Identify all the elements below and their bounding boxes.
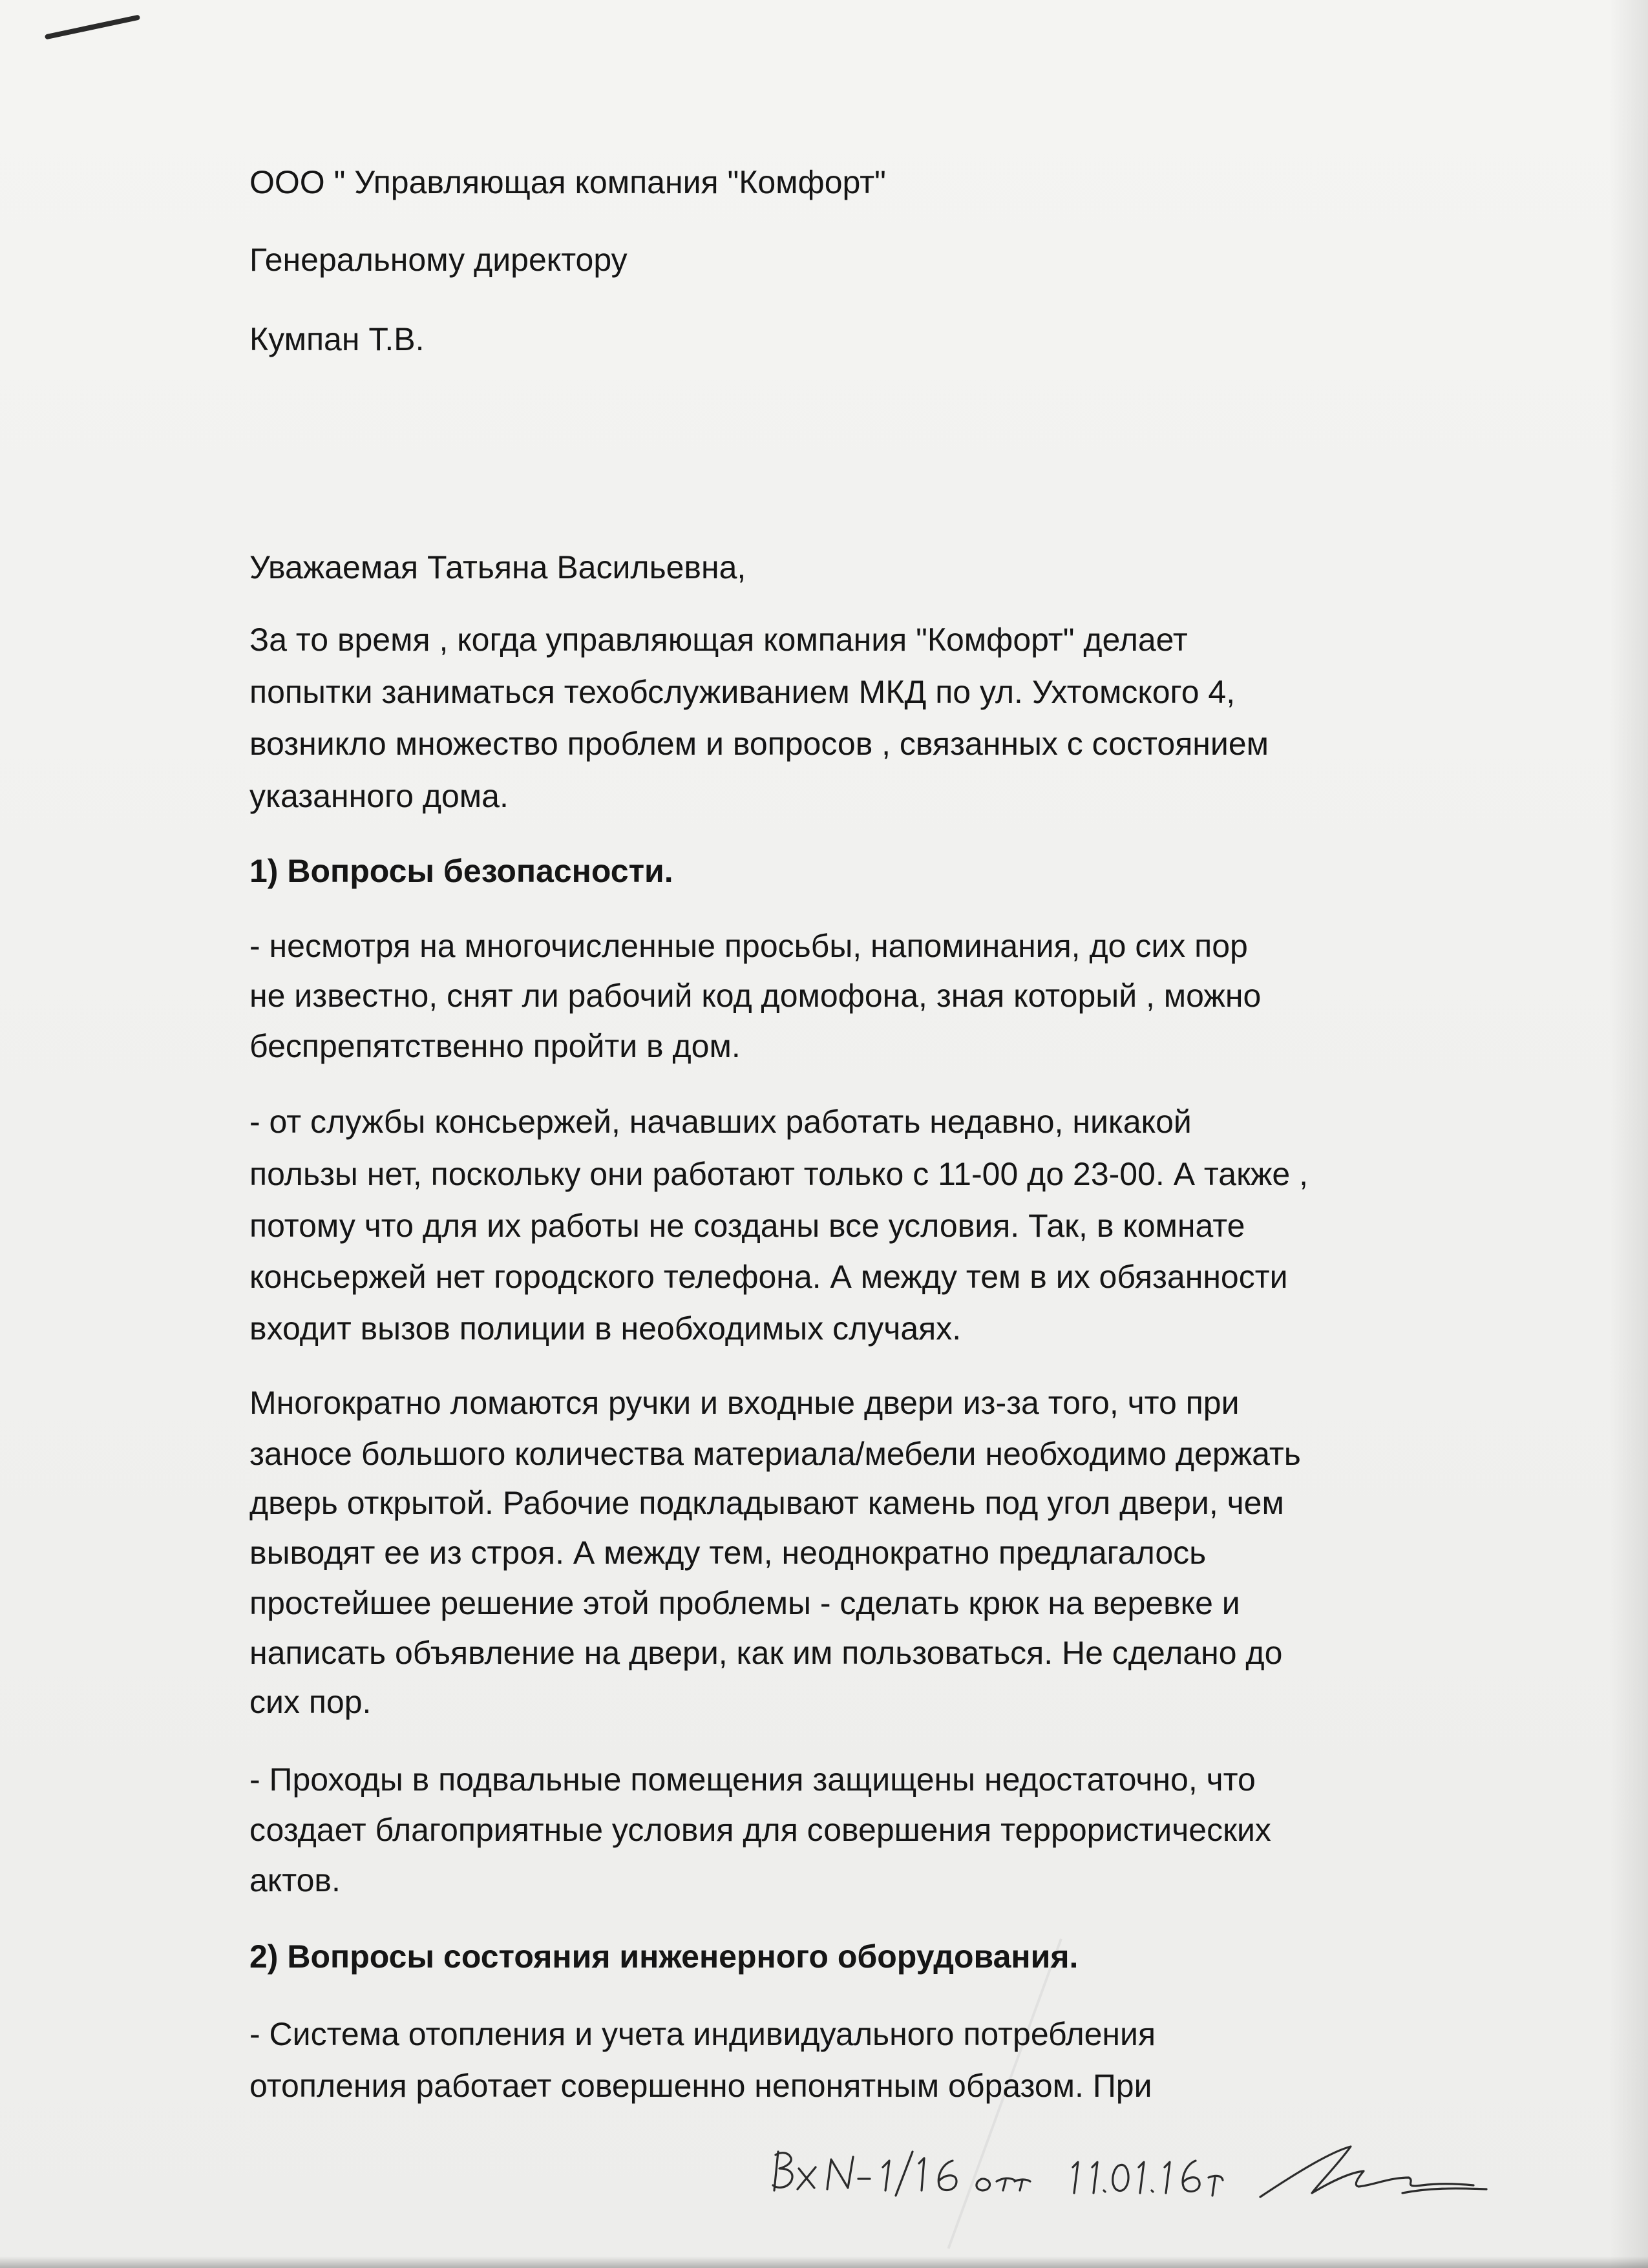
s2-item1-line-1: - Система отопления и учета индивидуального потребления xyxy=(249,2016,1156,2052)
s1-item3-line-4: выводят ее из строя. А между тем, неоднократно предлагалось xyxy=(249,1535,1207,1571)
intro-line-4: указанного дома. xyxy=(249,778,509,814)
s1-item4-line-2: создает благоприятные условия для совершения террористических xyxy=(249,1812,1271,1848)
s1-item1-line-3: беспрепятственно пройти в дом. xyxy=(249,1028,741,1064)
s1-item4-line-1: - Проходы в подвальные помещения защищены недостаточно, что xyxy=(249,1761,1256,1798)
handwritten-registration-note-drawing xyxy=(769,2126,1545,2216)
intro-line-1: За то время , когда управляющая компания "Комфорт" делает xyxy=(249,622,1188,658)
s1-item3-line-1: Многократно ломаются ручки и входные двери из-за того, что при xyxy=(249,1385,1240,1421)
s1-item2-line-5: входит вызов полиции в необходимых случаях. xyxy=(249,1310,962,1347)
s1-item3-line-7: сих пор. xyxy=(249,1684,372,1720)
addressee-name: Кумпан Т.В. xyxy=(249,321,425,357)
s1-item2-line-4: консьержей нет городского телефона. А между тем в их обязанности xyxy=(249,1259,1288,1295)
intro-line-2: попытки заниматься техобслуживанием МКД по ул. Ухтомского 4, xyxy=(249,674,1236,710)
s1-item2-line-1: - от службы консьержей, начавших работать недавно, никакой xyxy=(249,1104,1192,1140)
addressee-position: Генеральному директору xyxy=(249,242,628,278)
addressee-company: ООО " Управляющая компания "Комфорт" xyxy=(249,164,886,200)
s2-item1-line-2: отопления работает совершенно непонятным образом. При xyxy=(249,2068,1152,2104)
s1-item2-line-2: пользы нет, поскольку они работают только с 11-00 до 23-00. А также , xyxy=(249,1156,1308,1192)
s1-item3-line-5: простейшее решение этой проблемы - сделать крюк на веревке и xyxy=(249,1585,1240,1621)
greeting: Уважаемая Татьяна Васильевна, xyxy=(249,549,746,585)
s1-item3-line-3: дверь открытой. Рабочие подкладывают камень под угол двери, чем xyxy=(249,1485,1284,1521)
section-1-heading: 1) Вопросы безопасности. xyxy=(249,853,673,889)
s1-item2-line-3: потому что для их работы не созданы все условия. Так, в комнате xyxy=(249,1208,1245,1244)
intro-line-3: возникло множество проблем и вопросов , связанных с состоянием xyxy=(249,726,1269,762)
s1-item1-line-1: - несмотря на многочисленные просьбы, напоминания, до сих пор xyxy=(249,928,1248,964)
s1-item3-line-2: заносе большого количества материала/мебели необходимо держать xyxy=(249,1436,1301,1472)
section-2-heading: 2) Вопросы состояния инженерного оборудования. xyxy=(249,1938,1079,1975)
bottom-edge-shadow xyxy=(0,2256,1648,2268)
s1-item1-line-2: не известно, снят ли рабочий код домофона, зная который , можно xyxy=(249,978,1262,1014)
s1-item3-line-6: написать объявление на двери, как им пользоваться. Не сделано до xyxy=(249,1635,1283,1671)
handwritten-registration-note xyxy=(769,2126,1545,2216)
s1-item4-line-3: актов. xyxy=(249,1862,341,1898)
page-edge-shadow xyxy=(1609,0,1648,2268)
